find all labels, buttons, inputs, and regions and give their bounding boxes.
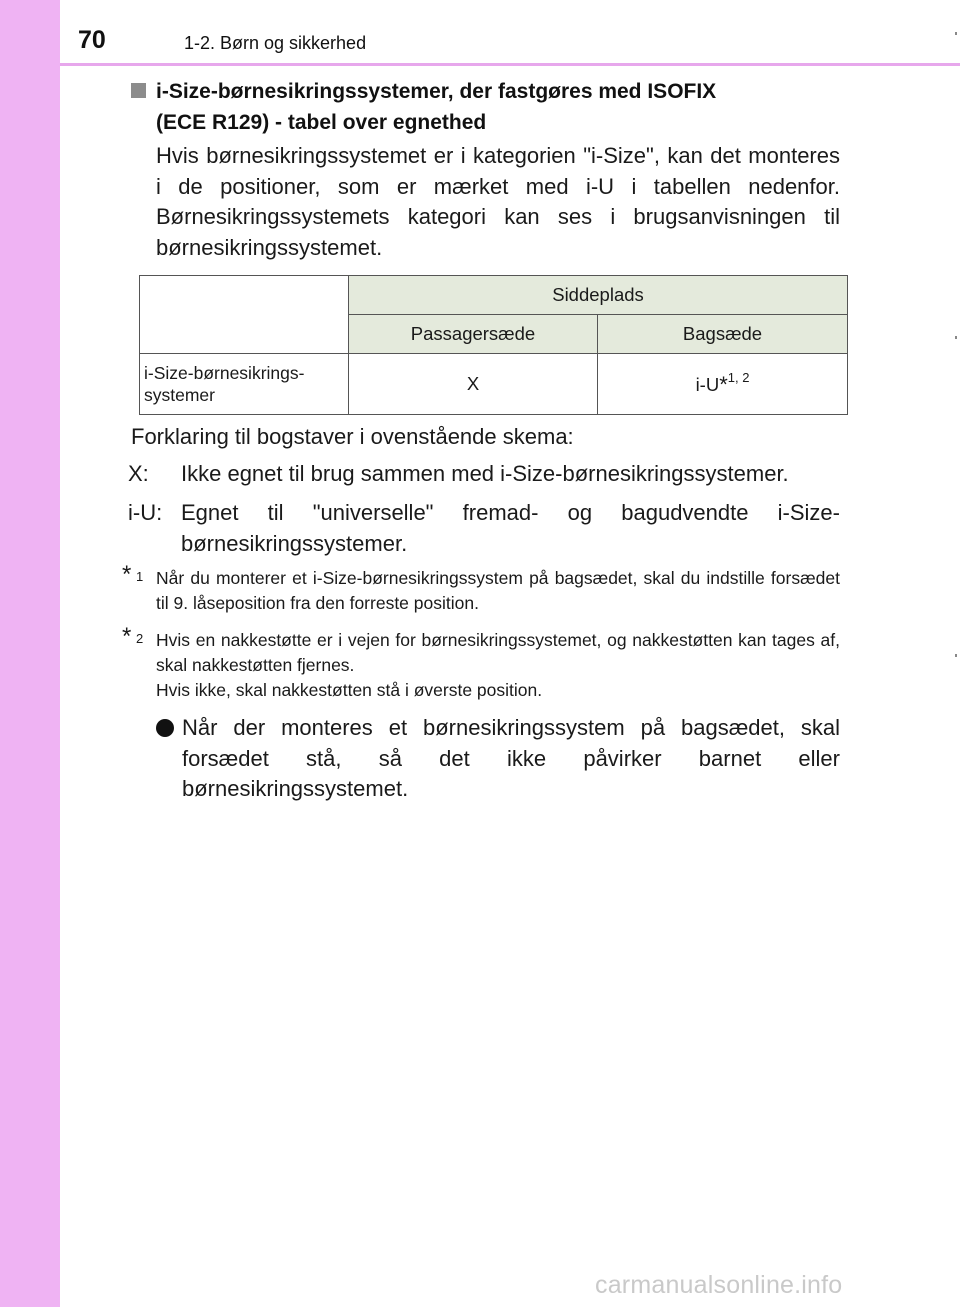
table-group-header: Siddeplads bbox=[349, 276, 848, 315]
footnote-text bbox=[156, 566, 840, 616]
note-paragraph: Når der monteres et børnesikringssystem på bagsædet, skal forsædet stå, så det ikke påvirker barnet eller børnesikringssystemet. bbox=[182, 715, 840, 801]
page-number: 70 bbox=[78, 26, 106, 54]
section-heading bbox=[156, 76, 846, 138]
row-header-line: i-Size-børnesikrings- bbox=[144, 363, 305, 383]
footnote-line: Hvis en nakkestøtte er i vejen for børnesikringssystemet, og nakkestøtten kan tages af, skal nakkestøtten fjernes. bbox=[156, 630, 840, 675]
footnote-asterisk: * bbox=[122, 623, 132, 650]
footnote-line: Når du monterer et i-Size-børnesikringssystem på bagsædet, skal du indstille forsædet til 9. låseposition fra den forreste position. bbox=[156, 568, 840, 613]
row-header-line: systemer bbox=[144, 385, 215, 405]
section-heading-line: i-Size-børnesikringssystemer, der fastgøres med ISOFIX bbox=[156, 80, 717, 103]
legend-key: X: bbox=[128, 461, 149, 486]
table-row-header bbox=[140, 354, 349, 415]
intro-paragraph: Hvis børnesikringssystemet er i kategorien "i-Size", kan det monteres i de positioner, som er mærket med i-U i tabellen nedenfor. Børnesikringssystemets kategori kan ses i brugsanvisningen til børnesikringssystemet. bbox=[156, 143, 840, 260]
legend-text: Ikke egnet til brug sammen med i-Size-børnesikringssystemer. bbox=[181, 461, 789, 486]
footnote-number: 2 bbox=[136, 631, 144, 646]
footnote-ref: 1, 2 bbox=[727, 370, 750, 385]
section-heading-line: (ECE R129) - tabel over egnethed bbox=[156, 111, 487, 134]
circle-bullet-icon bbox=[156, 719, 174, 737]
watermark: carmanualsonline.info bbox=[595, 1271, 843, 1299]
legend-intro: Forklaring til bogstaver i ovenstående skema: bbox=[131, 424, 574, 449]
legend-text: Egnet til "universelle" fremad- og bagudvendte i-Size-børnesikringssystemer. bbox=[181, 500, 840, 556]
square-bullet-icon bbox=[131, 83, 146, 98]
chapter-title: 1-2. Børn og sikkerhed bbox=[184, 33, 367, 53]
footnote-asterisk: * bbox=[122, 561, 132, 588]
footnote-asterisk: * bbox=[719, 372, 728, 397]
table-corner-cell bbox=[140, 276, 349, 354]
table-col-header-rear: Bagsæde bbox=[598, 315, 848, 354]
footnote-number: 1 bbox=[136, 569, 144, 584]
table-col-header-passenger: Passagersæde bbox=[349, 315, 598, 354]
suitability-table bbox=[139, 275, 848, 415]
cell-rear-value: i-U bbox=[695, 374, 720, 395]
footnote-text bbox=[156, 628, 840, 703]
table-cell-rear bbox=[598, 354, 848, 415]
legend-key: i-U: bbox=[128, 500, 163, 525]
footnote-line: Hvis ikke, skal nakkestøtten stå i øverste position. bbox=[156, 680, 543, 700]
table-cell-passenger: X bbox=[349, 354, 598, 415]
